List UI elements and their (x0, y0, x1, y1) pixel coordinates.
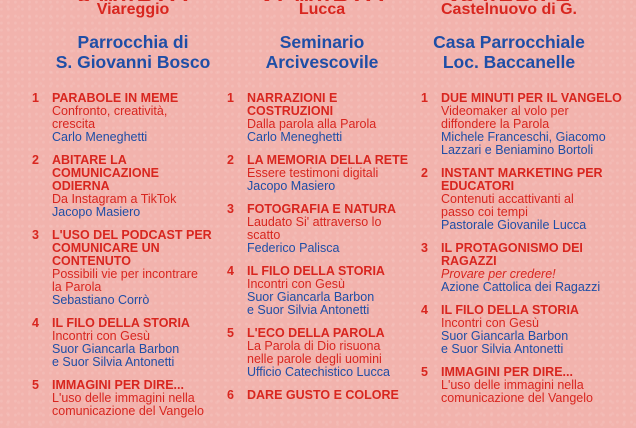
session-speaker: Suor Giancarla Barbon (52, 342, 180, 356)
venue-line: Casa Parrocchiale (433, 32, 585, 52)
session-number: 1 (227, 91, 234, 105)
session-item (32, 154, 220, 219)
event-venue (411, 32, 607, 72)
session-title: LA MEMORIA DELLA RETE (247, 153, 409, 167)
session-speaker: Sebastiano Corrò (52, 293, 150, 307)
session-title: COSTRUZIONI (247, 104, 334, 118)
session-subtitle: Incontri con Gesù (52, 329, 150, 343)
venue-line: Seminario (279, 32, 365, 52)
session-number: 5 (421, 365, 428, 379)
venue-line: Loc. Baccanelle (442, 52, 576, 72)
session-speaker: Jacopo Masiero (247, 179, 336, 193)
event-venue (32, 32, 234, 72)
session-title: RAGAZZI (441, 254, 497, 268)
session-speaker: Lazzari e Beniamino Bortoli (441, 143, 594, 157)
column-header (411, 0, 607, 72)
session-title: PARABOLE IN MEME (52, 91, 179, 105)
session-subtitle: Videomaker al volo per (441, 104, 569, 118)
session-subtitle: Confronto, creatività, (52, 104, 168, 118)
session-title: IL FILO DELLA STORIA (52, 316, 190, 330)
session-subtitle: Incontri con Gesù (247, 277, 345, 291)
session-subtitle: Dalla parola alla Parola (247, 117, 377, 131)
session-speaker: Carlo Meneghetti (52, 130, 148, 144)
session-subtitle: scatto (247, 228, 281, 242)
venue-line: Parrocchia di (77, 32, 189, 52)
session-number: 5 (32, 378, 39, 392)
session-subtitle: Contenuti accattivanti al (441, 192, 574, 206)
column-viareggio (32, 0, 220, 428)
session-title: DUE MINUTI PER IL VANGELO (441, 91, 622, 105)
session-speaker: Azione Cattolica dei Ragazzi (441, 280, 601, 294)
session-title: L'ECO DELLA PAROLA (247, 326, 385, 340)
session-speaker: Michele Franceschi, Giacomo (441, 130, 606, 144)
session-speaker: e Suor Silvia Antonetti (247, 303, 370, 317)
session-number: 4 (421, 303, 428, 317)
session-title: IMMAGINI PER DIRE... (441, 365, 573, 379)
session-number: 2 (227, 153, 234, 167)
session-item (421, 242, 633, 294)
event-venue (227, 32, 417, 72)
session-title: COMUNICARE UN (52, 241, 160, 255)
session-speaker: Pastorale Giovanile Lucca (441, 218, 587, 232)
venue-line: S. Giovanni Bosco (55, 52, 211, 72)
session-subtitle: Essere testimoni digitali (247, 166, 379, 180)
session-item (227, 92, 417, 144)
session-title: ABITARE LA (52, 153, 127, 167)
session-number: 4 (32, 316, 39, 330)
session-subtitle: la Parola (52, 280, 102, 294)
session-number: 2 (421, 166, 428, 180)
session-item (32, 317, 220, 369)
event-city: Castelnuovo di G. (440, 1, 577, 18)
session-subtitle: Provare per credere! (441, 267, 556, 281)
session-title: IMMAGINI PER DIRE... (52, 378, 184, 392)
session-number: 3 (32, 228, 39, 242)
session-subtitle: La Parola di Dio risuona (247, 339, 381, 353)
session-subtitle: Da Instagram a TikTok (52, 192, 177, 206)
session-subtitle: comunicazione del Vangelo (52, 404, 204, 418)
session-item (227, 327, 417, 379)
session-subtitle: passo coi tempi (441, 205, 528, 219)
session-subtitle: crescita (52, 117, 96, 131)
session-number: 5 (227, 326, 234, 340)
session-title: L'USO DEL PODCAST PER (52, 228, 212, 242)
session-item (32, 92, 220, 144)
session-subtitle: L'uso delle immagini nella (52, 391, 195, 405)
session-speaker: Suor Giancarla Barbon (441, 329, 569, 343)
session-item (32, 379, 220, 418)
column-lucca (227, 0, 417, 412)
column-header (227, 0, 417, 72)
session-speaker: Ufficio Catechistico Lucca (247, 365, 390, 379)
session-subtitle: Laudato Si' attraverso lo (247, 215, 382, 229)
session-item (421, 92, 633, 157)
session-number: 1 (32, 91, 39, 105)
column-header (32, 0, 234, 72)
session-subtitle: Possibili vie per incontrare (52, 267, 198, 281)
session-title: FOTOGRAFIA E NATURA (247, 202, 397, 216)
session-item (227, 389, 417, 402)
session-title: IL PROTAGONISMO DEI (441, 241, 583, 255)
session-number: 4 (227, 264, 234, 278)
session-title: IL FILO DELLA STORIA (441, 303, 579, 317)
session-list (32, 92, 220, 418)
session-item (227, 203, 417, 255)
session-subtitle: Incontri con Gesù (441, 316, 539, 330)
session-number: 3 (421, 241, 428, 255)
session-speaker: Federico Palisca (247, 241, 340, 255)
session-speaker: Jacopo Masiero (52, 205, 141, 219)
session-subtitle: diffondere la Parola (441, 117, 550, 131)
session-speaker: Suor Giancarla Barbon (247, 290, 375, 304)
session-title: EDUCATORI (441, 179, 515, 193)
session-item (227, 265, 417, 317)
session-subtitle: L'uso delle immagini nella (441, 378, 584, 392)
session-title: IL FILO DELLA STORIA (247, 264, 385, 278)
session-number: 2 (32, 153, 39, 167)
session-title: CONTENUTO (52, 254, 131, 268)
session-number: 1 (421, 91, 428, 105)
session-item (421, 366, 633, 405)
session-title: INSTANT MARKETING PER (441, 166, 603, 180)
session-list (421, 92, 633, 405)
event-city: Viareggio (96, 1, 170, 18)
session-subtitle: comunicazione del Vangelo (441, 391, 593, 405)
event-city: Lucca (298, 1, 346, 18)
session-title: COMUNICAZIONE ODIERNA (52, 166, 159, 193)
session-item (421, 167, 633, 232)
session-item (421, 304, 633, 356)
session-speaker: Carlo Meneghetti (247, 130, 343, 144)
session-speaker: e Suor Silvia Antonetti (52, 355, 175, 369)
session-subtitle: nelle parole degli uomini (247, 352, 382, 366)
session-number: 6 (227, 388, 234, 402)
column-castelnuovo (421, 0, 633, 415)
session-number: 3 (227, 202, 234, 216)
session-speaker: e Suor Silvia Antonetti (441, 342, 564, 356)
session-title: DARE GUSTO E COLORE (247, 388, 399, 402)
session-list (227, 92, 417, 402)
session-title: NARRAZIONI E (247, 91, 338, 105)
session-item (32, 229, 220, 307)
venue-line: Arcivescovile (265, 52, 379, 72)
session-item (227, 154, 417, 193)
